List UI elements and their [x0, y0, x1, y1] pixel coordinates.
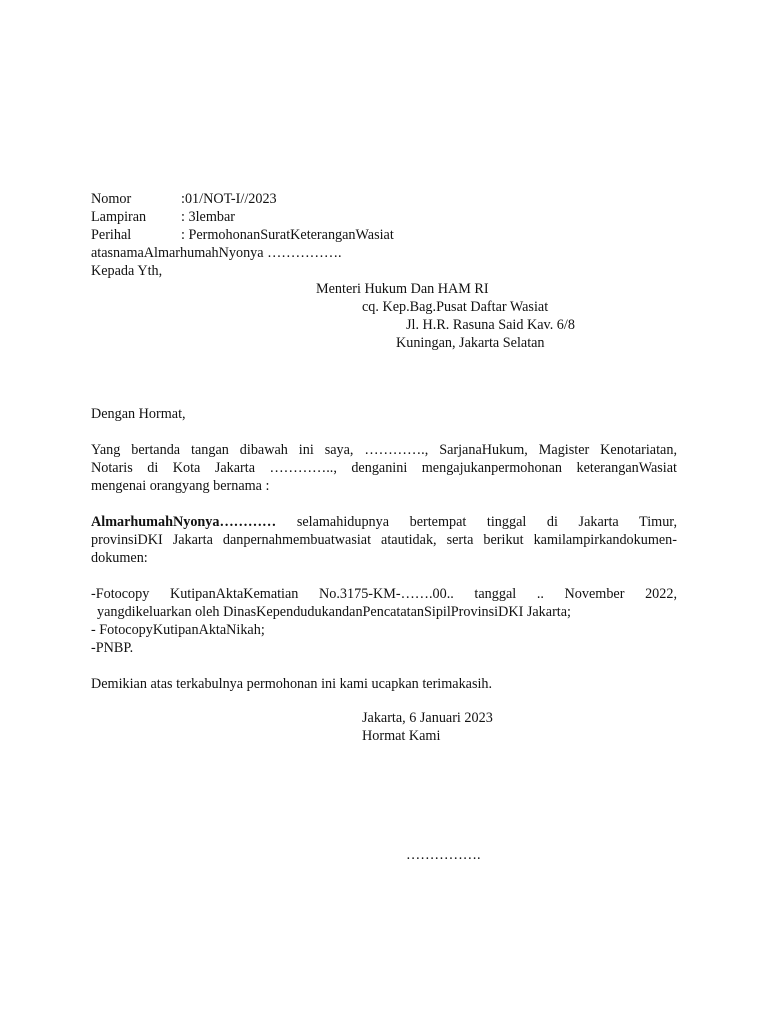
recipient-line-1: Menteri Hukum Dan HAM RI	[316, 281, 489, 297]
nomor-value: :01/NOT-I//2023	[181, 191, 277, 207]
perihal-row	[91, 226, 394, 244]
kepada-yth: Kepada Yth,	[91, 263, 163, 279]
para1-line-2: Notaris di Kota Jakarta ………….., denganini mengajukanpermohonan keteranganWasiat	[91, 460, 677, 476]
recipient-line-3: Jl. H.R. Rasuna Said Kav. 6/8	[406, 317, 575, 333]
para1-line-3: mengenai orangyang bernama :	[91, 478, 270, 494]
hormat-kami: Hormat Kami	[362, 728, 441, 744]
nomor-label: Nomor	[91, 191, 132, 207]
recipient-line-4: Kuningan, Jakarta Selatan	[396, 335, 545, 351]
perihal-continuation: atasnamaAlmarhumahNyonya …………….	[91, 245, 342, 261]
perihal-label: Perihal	[91, 227, 132, 243]
list-item-1-line-1: -Fotocopy KutipanAktaKematian No.3175-KM-…….00.. tanggal .. November 2022,	[91, 586, 677, 602]
para2-line-2: provinsiDKI Jakarta danpernahmembuatwasiat atautidak, serta berikut kamilampirkandokumen-	[91, 532, 677, 548]
recipient-line-2: cq. Kep.Bag.Pusat Daftar Wasiat	[362, 299, 549, 315]
list-item-3: -PNBP.	[91, 640, 134, 656]
lampiran-row	[91, 208, 235, 226]
salutation: Dengan Hormat,	[91, 406, 186, 422]
deceased-name: AlmarhumahNyonya…………	[91, 514, 277, 530]
para2-line-1-rest: selamahidupnya bertempat tinggal di Jakarta Timur,	[276, 514, 677, 530]
nomor-row	[91, 190, 277, 208]
signatory-name: …………….	[406, 847, 481, 863]
perihal-value: : PermohonanSuratKeteranganWasiat	[181, 227, 394, 243]
para2-line-3: dokumen:	[91, 550, 148, 566]
place-date: Jakarta, 6 Januari 2023	[362, 710, 493, 726]
lampiran-value: : 3lembar	[181, 209, 235, 225]
para1-line-1: Yang bertanda tangan dibawah ini saya, …………., SarjanaHukum, Magister Kenotariatan,	[91, 442, 677, 458]
lampiran-label: Lampiran	[91, 209, 147, 225]
closing-statement: Demikian atas terkabulnya permohonan ini kami ucapkan terimakasih.	[91, 676, 493, 692]
para2-line-1	[91, 513, 677, 531]
list-item-2: - FotocopyKutipanAktaNikah;	[91, 622, 265, 638]
list-item-1-line-2: yangdikeluarkan oleh DinasKependudukandanPencatatanSipilProvinsiDKI Jakarta;	[97, 604, 571, 620]
